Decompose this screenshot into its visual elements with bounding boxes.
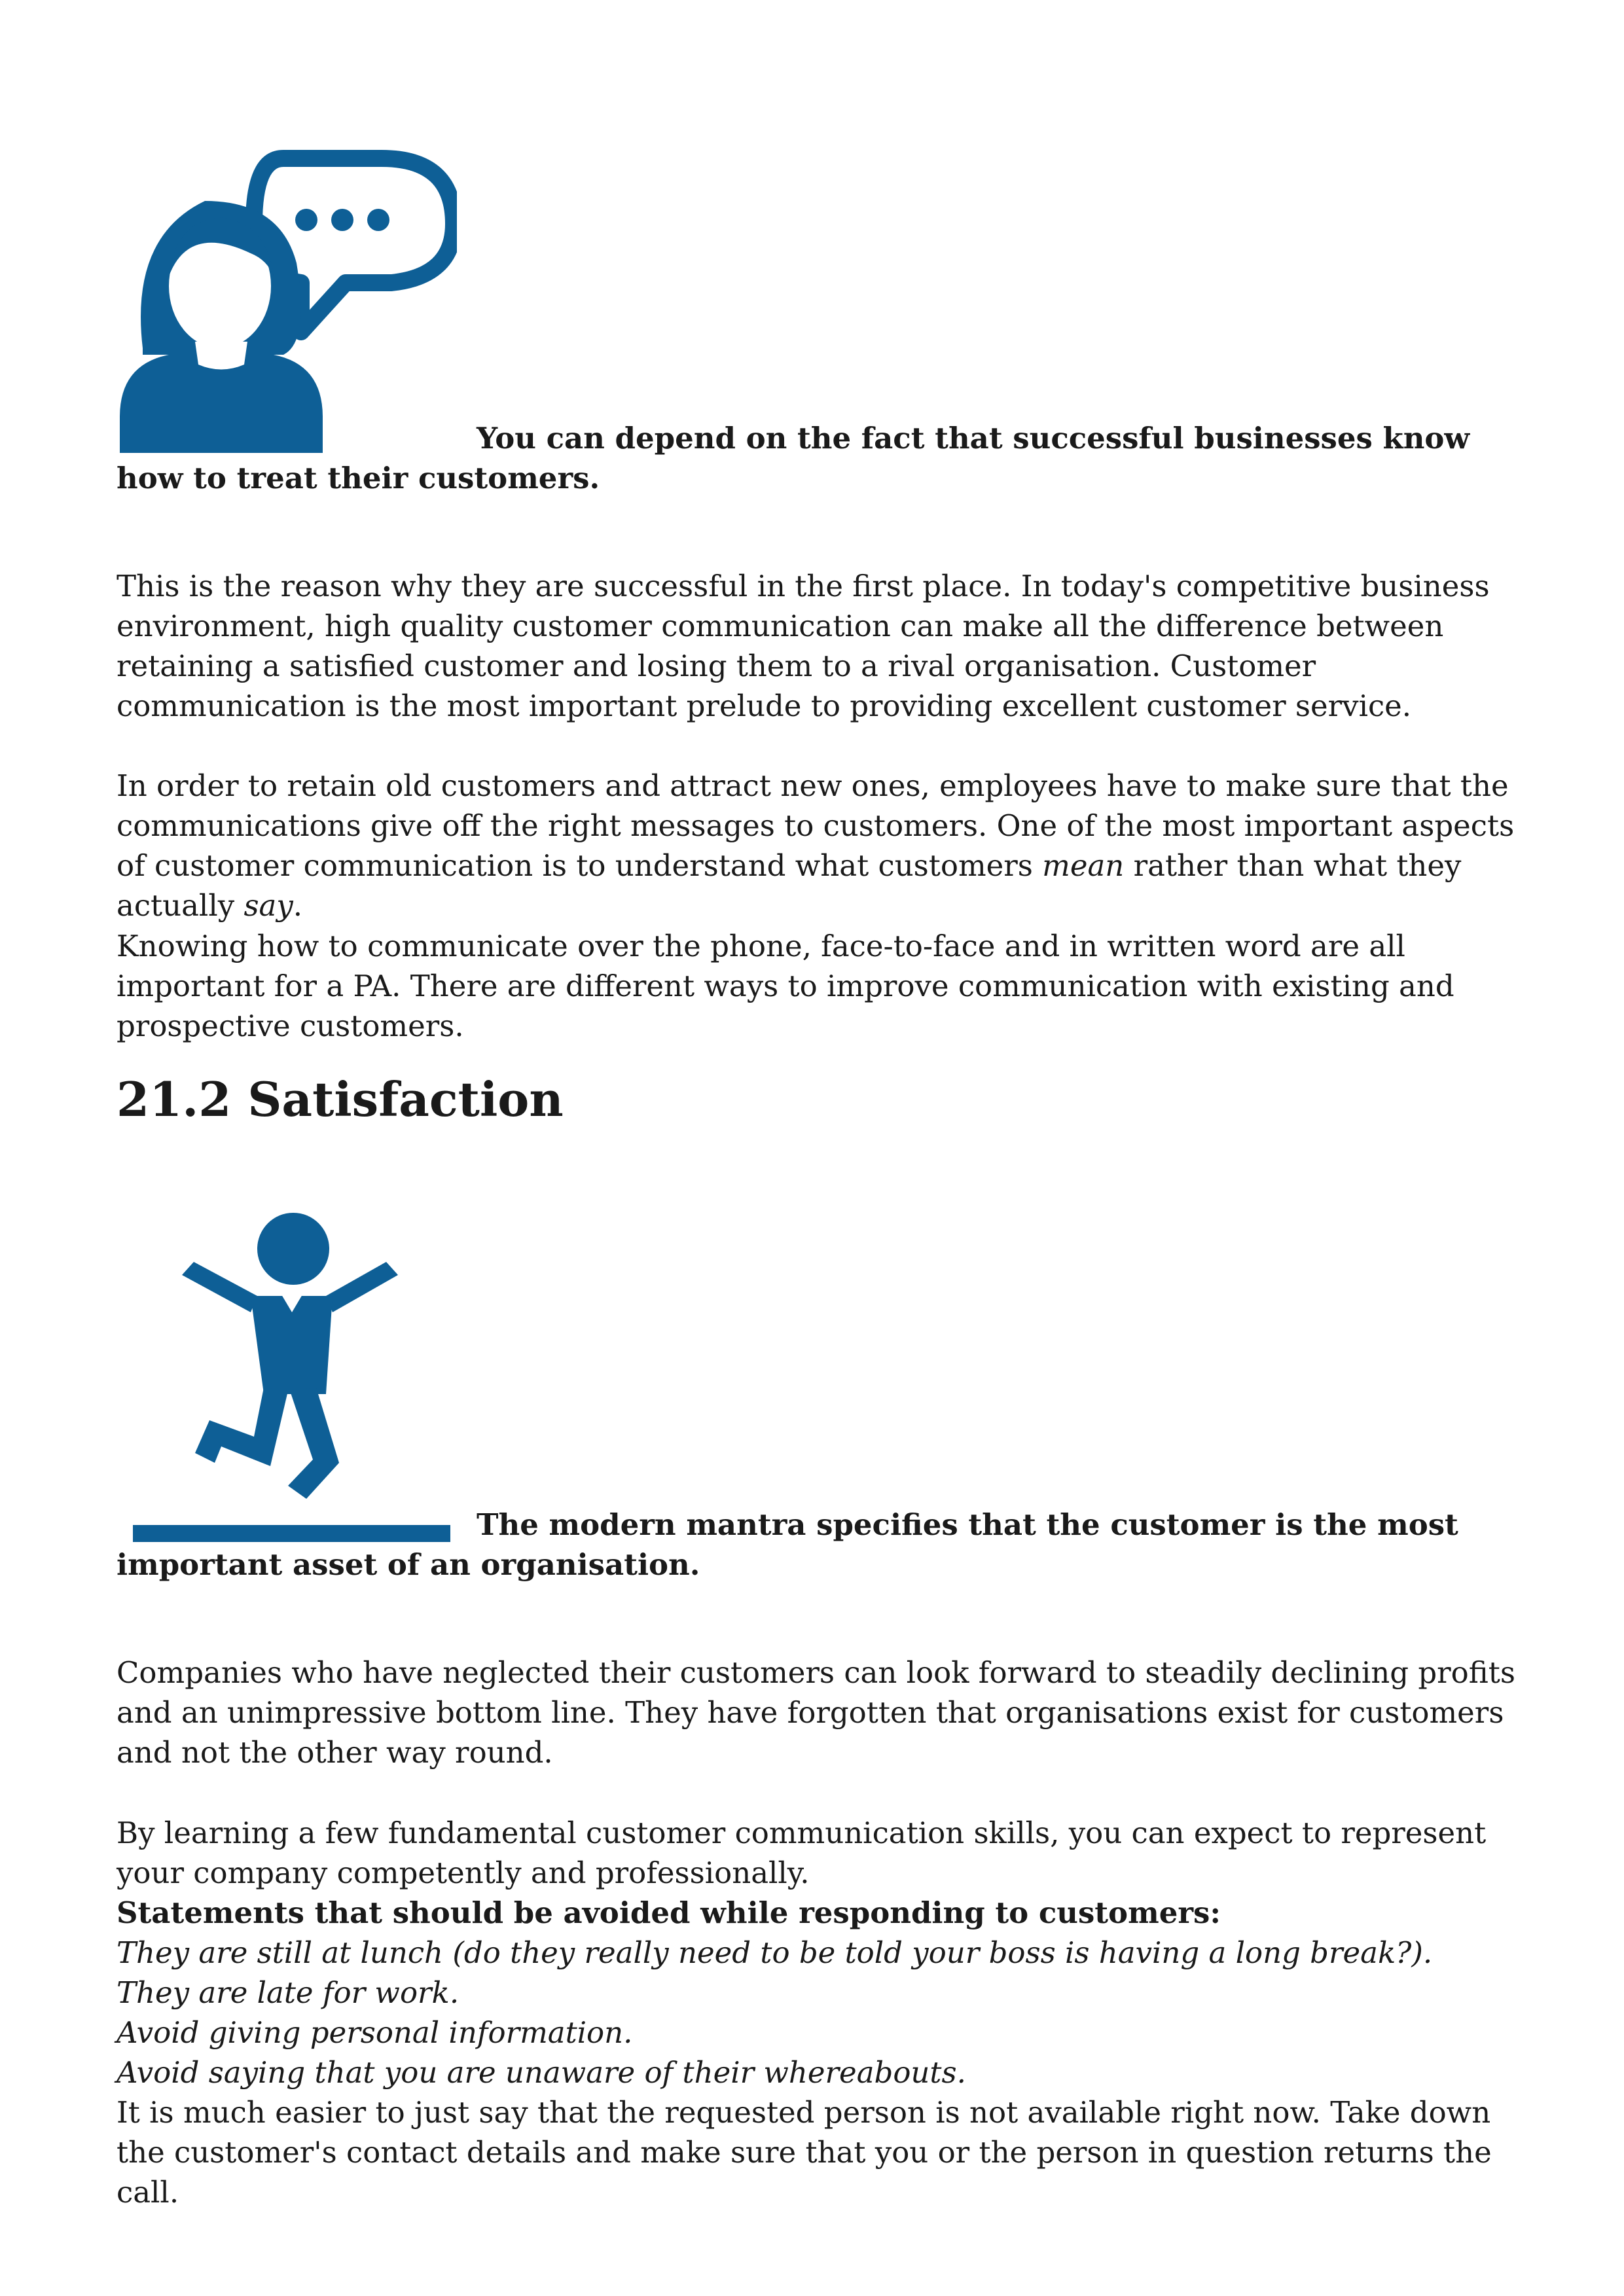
satisfaction-paragraph-1: Companies who have neglected their customers can look forward to steadily declining profits and an unimpressive bottom line. They have forgotten that organisations exist for customers and not the other way round. xyxy=(117,1655,1515,1770)
intro-paragraph-2-text-c: . xyxy=(293,888,303,923)
list-item: They are still at lunch (do they really need to be told your boss is having a long break?). xyxy=(117,1935,1433,1970)
avoid-statements-list xyxy=(117,1933,1524,2092)
intro-paragraph-1: This is the reason why they are successful in the first place. In today's competitive business environment, high quality customer communication can make all the difference between retaining a satisfied customer and losing them to a rival organisation. Customer communication is the most important prelude to providing excellent customer service. xyxy=(117,569,1490,723)
intro-block xyxy=(117,145,1524,498)
emphasis-mean: mean xyxy=(1042,848,1125,883)
section-heading-satisfaction: 21.2 Satisfaction xyxy=(117,1071,564,1127)
list-item: Avoid giving personal information. xyxy=(117,2015,633,2050)
person-speech-bubble-icon xyxy=(117,145,457,458)
avoid-statements-title: Statements that should be avoided while responding to customers: xyxy=(117,1895,1221,1930)
list-item: Avoid saying that you are unaware of their whereabouts. xyxy=(117,2055,966,2090)
intro-paragraph-2-text-a: In order to retain old customers and attract new ones, employees have to make sure that the communications give off the right messages to customers. One of the most important aspects of customer communication is to understand what customers xyxy=(117,768,1515,883)
closing-paragraph: It is much easier to just say that the requested person is not available right now. Take down the customer's contact details and make sure that you or the person in question returns the call. xyxy=(117,2095,1492,2210)
intro-paragraph-3: Knowing how to communicate over the phone, face-to-face and in written word are all important for a PA. There are different ways to improve communication with existing and prospective customers. xyxy=(117,929,1454,1043)
satisfaction-lead-paragraph xyxy=(117,1204,1524,1585)
emphasis-say: say xyxy=(244,888,293,923)
jumping-person-icon xyxy=(117,1204,457,1545)
intro-lead-text: You can depend on the fact that successful businesses know how to treat their customers. xyxy=(117,421,1470,495)
satisfaction-lead-text: The modern mantra specifies that the customer is the most important asset of an organisation. xyxy=(117,1507,1458,1582)
satisfaction-details xyxy=(117,1813,1524,2212)
list-item: They are late for work. xyxy=(117,1975,460,2010)
intro-paragraph-2-text-b: rather than what they actually xyxy=(117,848,1462,923)
satisfaction-block xyxy=(117,1204,1524,1585)
intro-paragraph-2 xyxy=(117,766,1524,925)
satisfaction-paragraph-2: By learning a few fundamental customer communication skills, you can expect to represent your company competently and professionally. xyxy=(117,1816,1487,1890)
intro-lead-paragraph xyxy=(117,145,1524,498)
